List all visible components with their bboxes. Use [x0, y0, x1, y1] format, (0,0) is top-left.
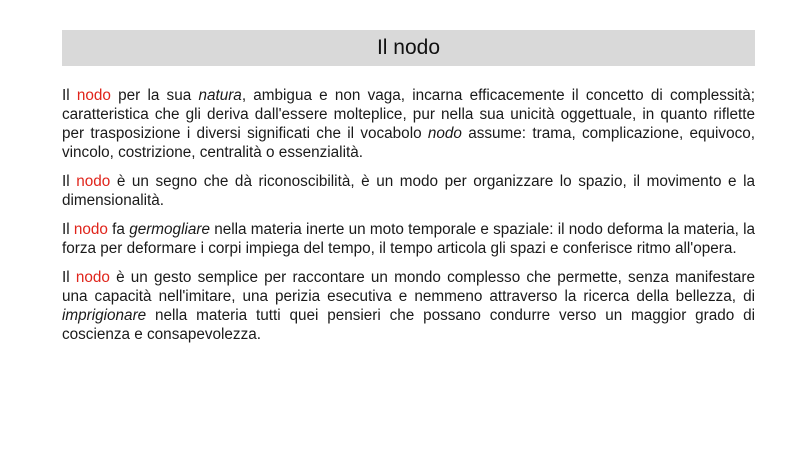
text-run: Il: [62, 173, 77, 190]
keyword-nodo: nodo: [76, 87, 111, 104]
paragraph-2: [62, 172, 755, 210]
italic-term: natura: [198, 87, 242, 104]
text-run: Il: [62, 221, 74, 238]
text-run: Il: [62, 87, 77, 104]
text-run: Il: [62, 269, 76, 286]
keyword-nodo: nodo: [73, 221, 108, 238]
text-run: , ambigua e non vaga, incarna efficacemente il concetto di complessità; caratteristica che gli deriva dall'essere molteplice, pur nella sua unicità oggettuale, in quanto riflette per trasposizione i diversi significati che il vocabolo: [62, 87, 755, 142]
text-run: è un segno che dà riconoscibilità, è un modo per organizzare lo spazio, il movimento e la dimensionalità.: [62, 173, 755, 209]
italic-term: germogliare: [129, 221, 210, 238]
text-run: per la sua: [110, 87, 199, 104]
text-run: fa: [107, 221, 130, 238]
keyword-nodo: nodo: [76, 173, 111, 190]
text-run: nella materia tutti quei pensieri che possano condurre verso un maggior grado di coscienza e consapevolezza.: [62, 307, 755, 343]
paragraph-3: [62, 220, 755, 258]
title-bar: [62, 30, 755, 66]
keyword-nodo: nodo: [75, 269, 110, 286]
italic-term: imprigionare: [62, 307, 147, 324]
text-run: è un gesto semplice per raccontare un mondo complesso che permette, senza manifestare una capacità nell'imitare, una perizia esecutiva e nemmeno attraverso la ricerca della bellezza, di: [62, 269, 755, 305]
text-run: assume: trama, complicazione, equivoco, vincolo, costrizione, centralità o essenzialità.: [62, 125, 755, 161]
slide-body: [62, 86, 755, 354]
paragraph-4: [62, 268, 755, 344]
paragraph-1: [62, 86, 755, 162]
text-run: nella materia inerte un moto temporale e spaziale: il nodo deforma la materia, la forza per deformare i corpi impiega del tempo, il tempo articola gli spazi e conferisce ritmo all'opera.: [62, 221, 756, 257]
italic-term: nodo: [427, 125, 462, 142]
slide-title: Il nodo: [376, 36, 441, 59]
